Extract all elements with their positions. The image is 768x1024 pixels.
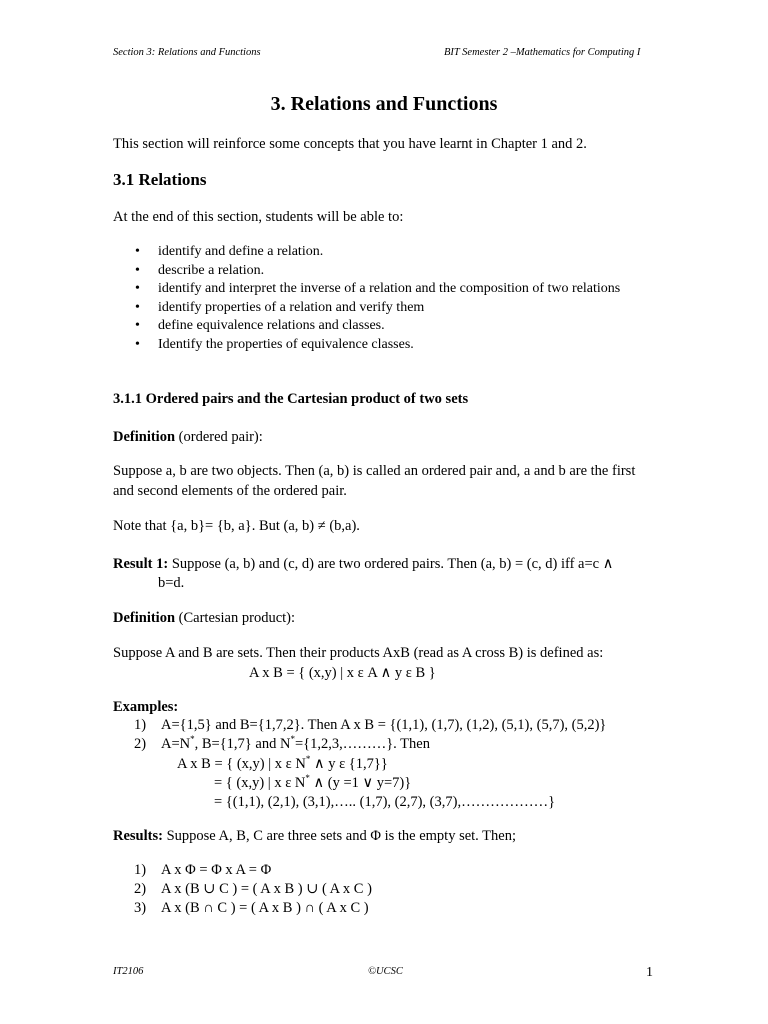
bullet-icon: • (135, 299, 140, 315)
footer-course-code: IT2106 (113, 966, 144, 977)
list-item: 2) A x (B ∪ C ) = ( A x B ) ∪ ( A x C ) (134, 881, 372, 897)
list-item: 2) A=N*, B={1,7} and N*={1,2,3,………}. Then (134, 734, 430, 752)
results-intro: Results: Suppose A, B, C are three sets and Φ is the empty set. Then; (113, 828, 516, 844)
objectives-list (113, 243, 658, 354)
bullet-icon: • (135, 244, 140, 259)
running-header-right: BIT Semester 2 –Mathematics for Computing I (444, 47, 641, 58)
example-2-line-1: A x B = { (x,y) | x ε N* ∧ y ε {1,7}} (177, 754, 388, 772)
bullet-icon: • (135, 262, 140, 278)
results-list (113, 861, 613, 918)
bullet-icon: • (135, 336, 140, 352)
objectives-lead: At the end of this section, students will be able to: (113, 209, 404, 225)
definition-ordered-pair: Definition (ordered pair): (113, 429, 263, 445)
footer-copyright: ©UCSC (368, 966, 403, 977)
running-header-left: Section 3: Relations and Functions (113, 47, 261, 58)
definition-ordered-pair-text: Suppose a, b are two objects. Then (a, b) is called an ordered pair and, a and b are the first and second elements of the ordered pair. (113, 463, 636, 499)
example-2-line-3: = {(1,1), (2,1), (3,1),….. (1,7), (2,7), (3,7),………………} (214, 794, 556, 810)
result-1: Result 1: Suppose (a, b) and (c, d) are two ordered pairs. Then (a, b) = (c, d) iff a=c ∧ (113, 556, 614, 572)
cartesian-formula: A x B = { (x,y) | x ε A ∧ y ε B } (249, 665, 436, 681)
list-item: • identify and interpret the inverse of a relation and the composition of two relations (113, 280, 658, 299)
page-title: 3. Relations and Functions (270, 93, 498, 115)
result-1-continuation: b=d. (158, 575, 185, 591)
list-item: 3) A x (B ∩ C ) = ( A x B ) ∩ ( A x C ) (134, 900, 369, 916)
list-item: 1) A x Φ = Φ x A = Φ (134, 862, 272, 878)
list-item: • identify and define a relation. (113, 243, 658, 262)
list-item: • identify properties of a relation and verify them (113, 299, 658, 318)
example-2-line-2: = { (x,y) | x ε N* ∧ (y =1 ∨ y=7)} (214, 773, 412, 791)
list-item: • Identify the properties of equivalence classes. (113, 336, 658, 355)
section-heading-3-1: 3.1 Relations (113, 170, 207, 189)
definition-cartesian-product: Definition (Cartesian product): (113, 610, 296, 626)
list-item: 1) A={1,5} and B={1,7,2}. Then A x B = {(1,1), (1,7), (1,2), (5,1), (5,7), (5,2)} (134, 717, 607, 733)
note-text: Note that {a, b}= {b, a}. But (a, b) ≠ (b,a). (113, 518, 360, 534)
bullet-icon: • (135, 318, 140, 333)
list-item: • define equivalence relations and classes. (113, 317, 658, 336)
section-heading-3-1-1: 3.1.1 Ordered pairs and the Cartesian product of two sets (113, 391, 469, 407)
list-item: • describe a relation. (113, 262, 658, 281)
page-number: 1 (646, 965, 653, 980)
examples-list (113, 716, 673, 754)
intro-paragraph: This section will reinforce some concepts that you have learnt in Chapter 1 and 2. (113, 136, 587, 152)
bullet-icon: • (135, 281, 140, 296)
definition-cartesian-text: Suppose A and B are sets. Then their products AxB (read as A cross B) is defined as: (113, 645, 604, 661)
examples-label: Examples: (113, 699, 179, 715)
